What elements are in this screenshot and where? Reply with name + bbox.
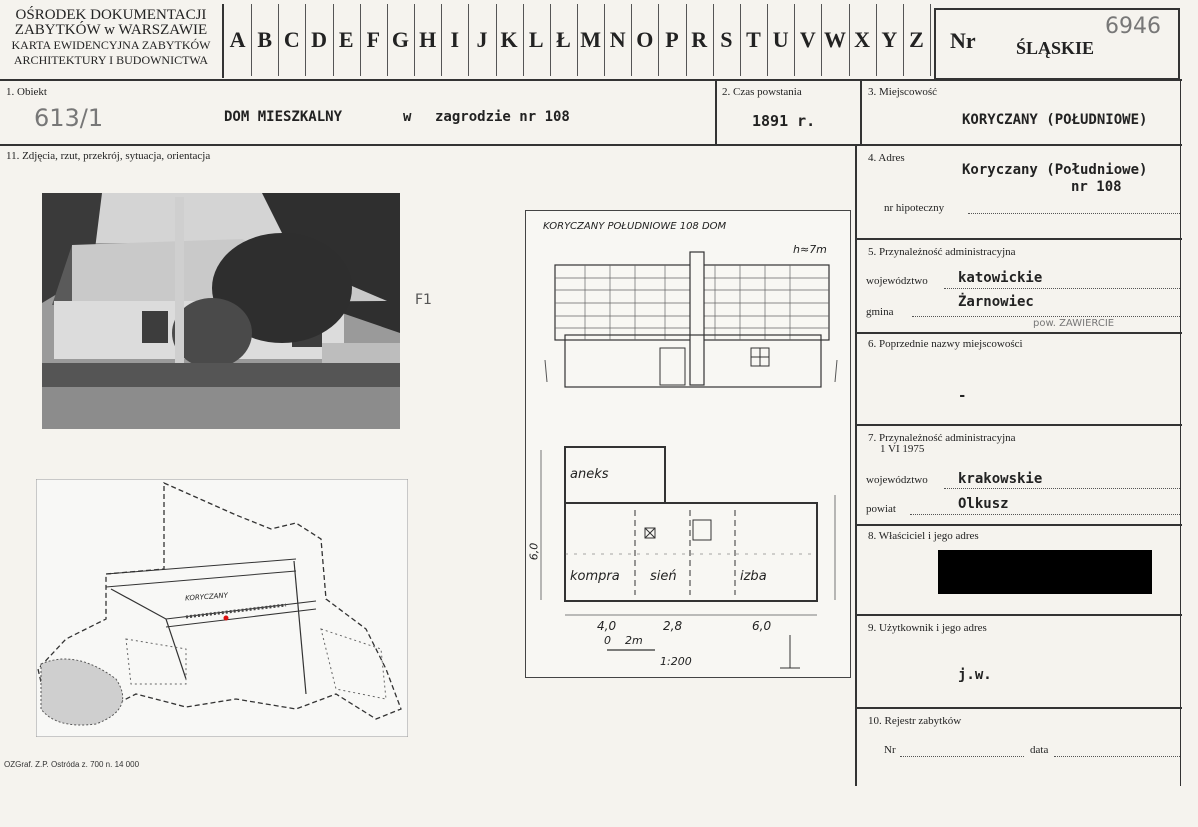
adres-value-2: nr 108	[1071, 179, 1122, 195]
index-letter: Ł	[556, 27, 571, 52]
hipoteczny-label: nr hipoteczny	[884, 202, 945, 214]
nr-label: Nr	[950, 28, 976, 53]
plan-title: KORYCZANY POŁUDNIOWE 108 DOM	[543, 221, 727, 232]
region-name: ŚLĄSKIE	[1016, 38, 1095, 58]
index-letter: N	[609, 27, 626, 52]
index-letter: D	[311, 27, 327, 52]
woj2-value: krakowskie	[958, 471, 1043, 487]
redacted-owner-block	[938, 550, 1152, 594]
index-letter: A	[229, 27, 246, 52]
index-letter: R	[691, 27, 708, 52]
woj-value: katowickie	[958, 270, 1043, 286]
dim-side: 6,0	[527, 542, 541, 561]
index-letter: X	[854, 27, 871, 52]
obiekt-value-3: zagrodzie nr 108	[435, 109, 570, 125]
miejsc-value: KORYCZANY (POŁUDNIOWE)	[962, 112, 1148, 128]
obiekt-value-2: w	[403, 109, 412, 125]
czas-value: 1891 r.	[752, 112, 816, 130]
org-line-4: ARCHITEKTURY I BUDOWNICTWA	[13, 53, 209, 67]
powiat-value: Olkusz	[958, 496, 1009, 512]
index-letter: W	[823, 27, 846, 52]
org-line-1: OŚRODEK DOKUMENTACJI	[15, 7, 207, 23]
section-7-label: 7. Przynależność administracyjna	[868, 432, 1016, 444]
adres-value-1: Koryczany (Południowe)	[962, 162, 1148, 178]
dim-3: 6,0	[752, 619, 772, 633]
org-line-2: ZABYTKÓW w WARSZAWIE	[14, 22, 208, 38]
index-letter: P	[665, 27, 679, 52]
room-sien: sień	[650, 569, 677, 584]
plan-height-note: h≈7m	[793, 243, 827, 256]
index-letter: J	[476, 27, 488, 52]
index-letter: L	[528, 27, 544, 52]
section-10-label: 10. Rejestr zabytków	[868, 715, 962, 727]
gmina-value: Żarnowiec	[958, 294, 1034, 310]
dim-1: 4,0	[597, 619, 617, 633]
powiat-label: powiat	[866, 503, 896, 515]
org-header	[2, 8, 220, 68]
room-izba: izba	[740, 569, 767, 584]
powiat-hand-note: pow. ZAWIERCIE	[1033, 318, 1115, 329]
section-8-label: 8. Właściciel i jego adres	[868, 530, 979, 542]
map-label: KORYCZANY	[184, 591, 229, 603]
printer-footer: OZGraf. Z.P. Ostróda z. 700 n. 14 000	[4, 760, 140, 769]
obiekt-hand-number: 613/1	[34, 104, 104, 132]
gmina-label: gmina	[866, 306, 894, 318]
org-line-3: KARTA EWIDENCYJNA ZABYTKÓW	[11, 38, 211, 52]
room-kompra: kompra	[570, 569, 620, 584]
register-nr-label: Nr	[884, 744, 896, 756]
index-letter: M	[580, 27, 601, 52]
index-letter: F	[366, 27, 381, 52]
site-map	[36, 479, 408, 737]
index-separator	[930, 4, 931, 76]
index-letter: T	[746, 27, 761, 52]
section-5-label: 5. Przynależność administracyjna	[868, 246, 1016, 258]
index-letter: I	[450, 27, 460, 52]
index-letter: B	[257, 27, 273, 52]
index-letter: G	[391, 27, 410, 52]
obiekt-label: 1. Obiekt	[6, 86, 47, 98]
section-11-label: 11. Zdjęcia, rzut, przekrój, sytuacja, orientacja	[6, 150, 211, 162]
index-letter: S	[720, 27, 733, 52]
f1-note: F1	[415, 292, 432, 308]
index-letter: H	[419, 27, 437, 52]
section-9-label: 9. Użytkownik i jego adres	[868, 622, 987, 634]
adres-label: 4. Adres	[868, 152, 905, 164]
woj2-label: województwo	[866, 474, 928, 486]
obiekt-value-1: DOM MIESZKALNY	[224, 109, 343, 125]
index-letter: O	[636, 27, 654, 52]
index-letter: Z	[909, 27, 924, 52]
scale-bar-label: 0 2m	[604, 634, 643, 647]
index-letter: V	[799, 27, 816, 52]
house-photo	[42, 193, 400, 429]
section-7-date: 1 VI 1975	[880, 443, 925, 455]
hand-number: 6946	[1105, 14, 1161, 39]
room-aneks: aneks	[570, 467, 609, 482]
miejsc-label: 3. Miejscowość	[868, 86, 938, 98]
index-letter: E	[338, 27, 354, 52]
section-6-label: 6. Poprzednie nazwy miejscowości	[868, 338, 1023, 350]
index-letter: Y	[881, 27, 898, 52]
floor-plan-drawing	[525, 210, 851, 678]
section-6-value: -	[958, 388, 967, 404]
dim-2: 2,8	[663, 619, 683, 633]
index-letter: U	[772, 27, 789, 52]
czas-label: 2. Czas powstania	[722, 86, 802, 98]
section-9-value: j.w.	[958, 667, 992, 683]
register-date-label: data	[1030, 744, 1049, 756]
woj-label: województwo	[866, 275, 928, 287]
plan-scale: 1:200	[660, 655, 692, 668]
index-letter: K	[500, 27, 518, 52]
index-letter: C	[283, 27, 300, 52]
